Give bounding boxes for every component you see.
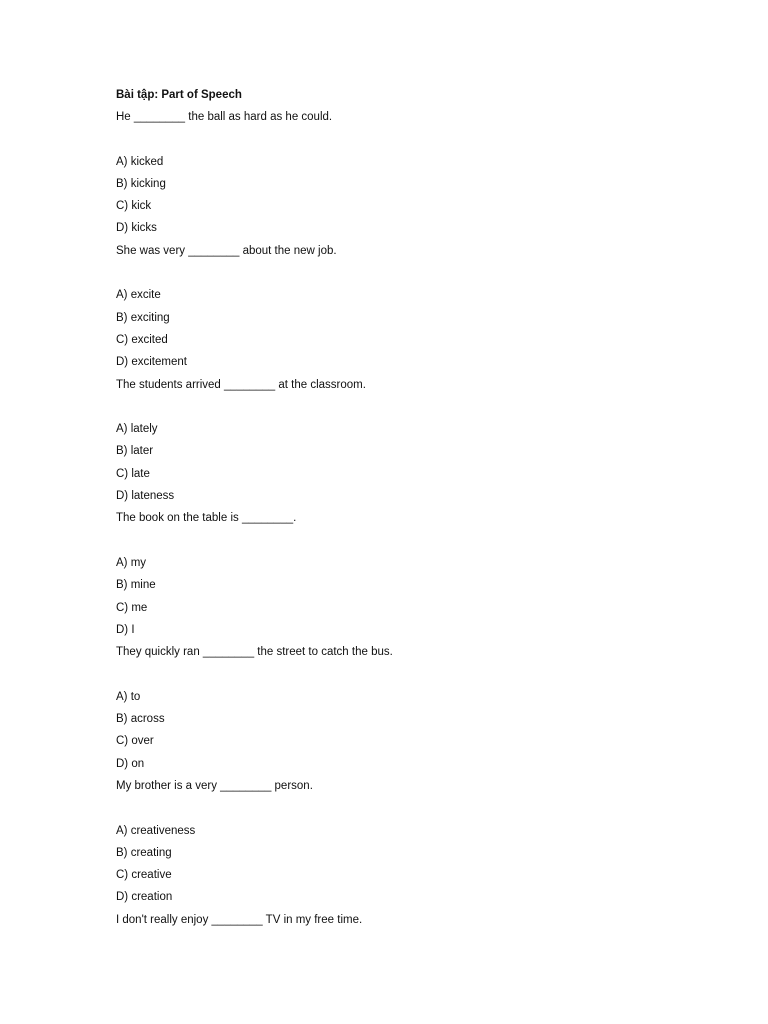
option-d: D) creation <box>116 891 173 904</box>
option-d: D) kicks <box>116 222 157 235</box>
option-b: B) kicking <box>116 177 166 190</box>
option-a: A) kicked <box>116 155 164 168</box>
question-text: The book on the table is ________. <box>116 512 297 525</box>
option-a: A) my <box>116 556 147 569</box>
option-c: C) kick <box>116 200 152 213</box>
blank-line <box>116 665 716 687</box>
question-text: The students arrived ________ at the classroom. <box>116 378 366 391</box>
option-a: A) to <box>116 690 141 703</box>
question-block <box>116 108 716 242</box>
option-b: B) across <box>116 713 165 726</box>
option-a: A) excite <box>116 289 161 302</box>
option-a: A) creativeness <box>116 824 196 837</box>
blank-line <box>116 799 716 821</box>
blank-line <box>116 398 716 420</box>
option-d: D) excitement <box>116 356 187 369</box>
question-text: My brother is a very ________ person. <box>116 779 313 792</box>
option-c: C) creative <box>116 869 172 882</box>
document-page <box>116 86 716 933</box>
question-block <box>116 911 716 933</box>
question-text: He ________ the ball as hard as he could. <box>116 111 333 123</box>
blank-line <box>116 532 716 554</box>
question-text: She was very ________ about the new job. <box>116 244 337 257</box>
option-a: A) lately <box>116 423 158 436</box>
question-block <box>116 509 716 643</box>
question-text: I don't really enjoy ________ TV in my free time. <box>116 913 363 926</box>
option-b: B) exciting <box>116 311 170 324</box>
blank-line <box>116 264 716 286</box>
option-b: B) creating <box>116 846 172 859</box>
question-block <box>116 376 716 510</box>
option-d: D) on <box>116 757 145 770</box>
option-c: C) excited <box>116 333 168 346</box>
question-text: They quickly ran ________ the street to catch the bus. <box>116 646 393 659</box>
blank-line <box>116 130 716 152</box>
option-d: D) I <box>116 623 135 636</box>
option-c: C) over <box>116 735 154 748</box>
option-c: C) me <box>116 601 148 614</box>
question-block <box>116 242 716 376</box>
option-b: B) mine <box>116 579 156 592</box>
option-c: C) late <box>116 467 150 480</box>
option-b: B) later <box>116 445 154 458</box>
option-d: D) lateness <box>116 490 175 503</box>
document-title: Bài tập: Part of Speech <box>116 89 242 101</box>
question-block <box>116 777 716 911</box>
question-block <box>116 643 716 777</box>
